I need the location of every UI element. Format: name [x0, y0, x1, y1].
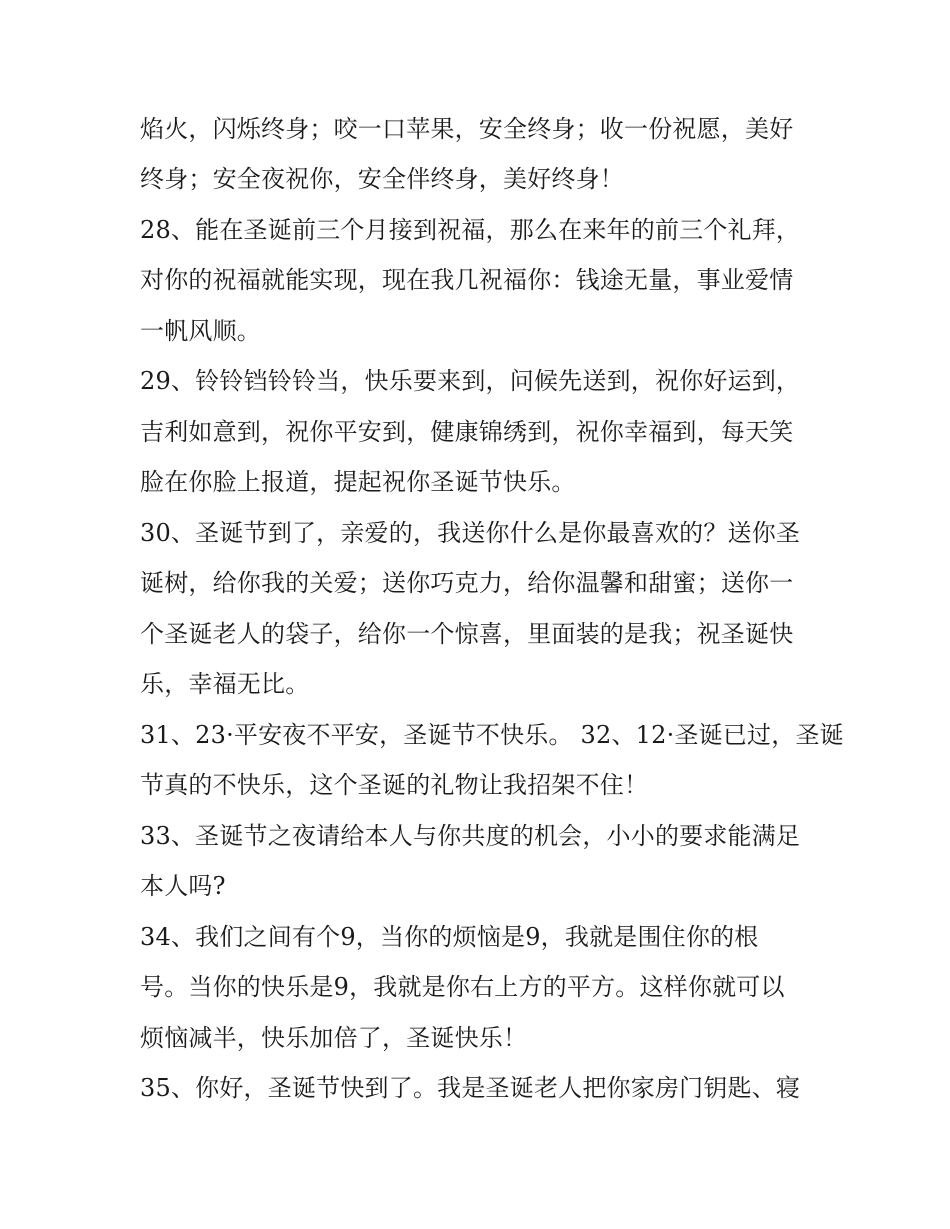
text-line: 个圣诞老人的袋子，给你一个惊喜，里面装的是我；祝圣诞快 [140, 620, 794, 648]
text-line: 本人吗? [140, 872, 226, 900]
text-line: 诞树，给你我的关爱；送你巧克力，给你温馨和甜蜜；送你一 [140, 569, 794, 597]
text-line: 29、铃铃铛铃铃当，快乐要来到，问候先送到，祝你好运到， [140, 367, 801, 395]
text-line: 吉利如意到，祝你平安到，健康锦绣到，祝你幸福到，每天笑 [140, 418, 794, 446]
text-line: 35、你好，圣诞节快到了。我是圣诞老人把你家房门钥匙、寝 [140, 1074, 801, 1102]
text-line: 对你的祝福就能实现，现在我几祝福你：钱途无量，事业爱情 [140, 266, 794, 294]
text-line: 脸在你脸上报道，提起祝你圣诞节快乐。 [140, 468, 576, 496]
text-line: 焰火，闪烁终身；咬一口苹果，安全终身；收一份祝愿，美好 [140, 115, 794, 143]
text-line: 28、能在圣诞前三个月接到祝福，那么在来年的前三个礼拜， [140, 216, 801, 244]
text-line: 烦恼减半，快乐加倍了，圣诞快乐！ [140, 1024, 528, 1052]
text-line: 号。当你的快乐是9，我就是你右上方的平方。这样你就可以 [140, 973, 785, 1001]
text-line: 终身；安全夜祝你，安全伴终身，美好终身！ [140, 165, 624, 193]
text-line: 一帆风顺。 [140, 317, 261, 345]
text-line: 31、23·平安夜不平安，圣诞节不快乐。 32、12·圣诞已过，圣诞 [140, 721, 844, 749]
text-line: 乐，幸福无比。 [140, 670, 310, 698]
text-line: 34、我们之间有个9，当你的烦恼是9，我就是围住你的根 [140, 923, 759, 951]
text-line: 节真的不快乐，这个圣诞的礼物让我招架不住！ [140, 771, 649, 799]
text-line: 30、圣诞节到了，亲爱的，我送你什么是你最喜欢的？送你圣 [140, 519, 801, 547]
text-line: 33、圣诞节之夜请给本人与你共度的机会，小小的要求能满足 [140, 822, 801, 850]
